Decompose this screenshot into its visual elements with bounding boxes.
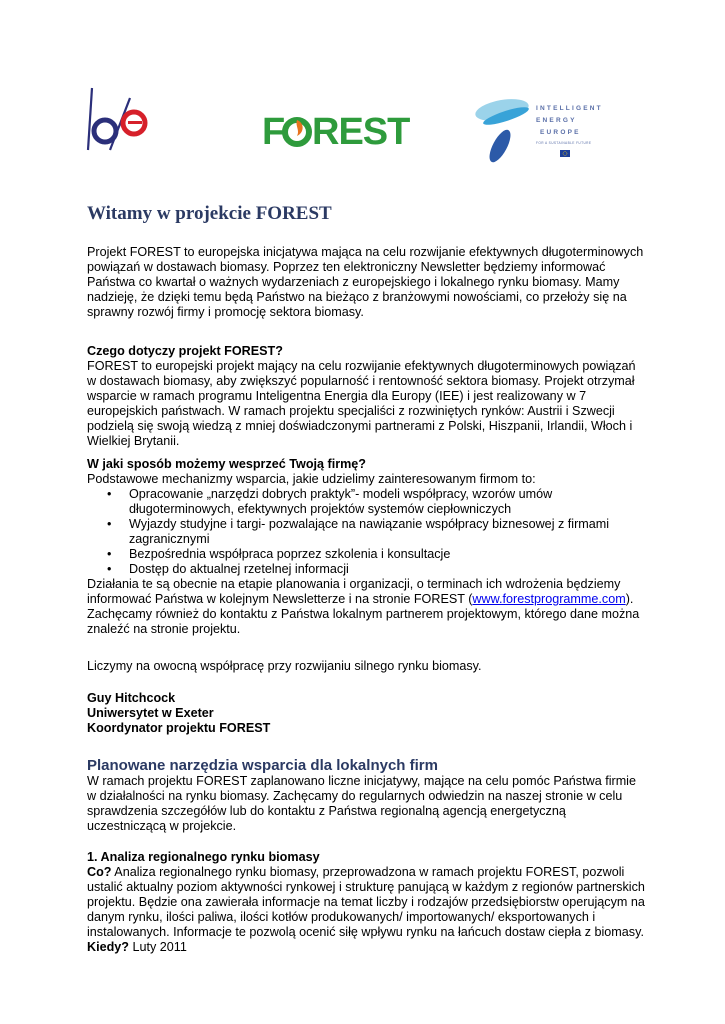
closing-sentence: Liczymy na owocną współpracę przy rozwijaniu silnego rynku biomasy. (87, 659, 482, 673)
subsection1-kiedy (87, 940, 647, 955)
co-label: Co? (87, 865, 112, 879)
co-text: Analiza regionalnego rynku biomasy, przeprowadzona w ramach projektu FOREST, pozwoli ustalić aktualny poziom aktywności rynkowej i strukturę panującą w każdym z regionów partnerskich projektu. Będzie ona zawierała informacje na temat liczby i rodzajów przedsiębiorstw operującym na danym rynku, ilości paliwa, ilości kotłów produkowanych/ importowanych/ eksportowanych i instalowanych. Informacje te pozwolą ocenić siłę wpływu rynku na łańcuch dostaw ciepła z biomasy. (87, 865, 645, 939)
list-item: • Wyjazdy studyjne i targi- pozwalające na nawiązanie współpracy biznesowej z firmami zagranicznymi (87, 517, 647, 547)
section1-heading: Czego dotyczy projekt FOREST? (87, 344, 283, 358)
iee-logo (474, 96, 614, 166)
svg-text:REST: REST (312, 112, 410, 150)
svg-text:F: F (262, 112, 285, 150)
subsection1-co (87, 865, 647, 940)
forest-website-link[interactable]: www.forestprogramme.com (472, 592, 626, 606)
signature-org: Uniwersytet w Exeter (87, 706, 214, 720)
section1-text: FOREST to europejski projekt mający na celu rozwijanie efektywnych długoterminowych powiązań w dostawach biomasy, aby zwiększyć popularność i rentowność sektora biomasy. Projekt otrzymał wsparcie w ramach programu Inteligentna Energia dla Europy (IEE) i jest realizowany w 7 europejskich państwach. W ramach projektu specjaliści z rozwiniętych rynków: Austrii i Szwecji podzielą się swoją wiedzą z mniej doświadczonymi partnerami z Polski, Hiszpanii, Irlandii, Włoch i Wielkiej Brytanii. (87, 359, 636, 448)
support-list (87, 487, 647, 577)
section3-text: W ramach projektu FOREST zaplanowano liczne inicjatywy, mające na celu pomóc Państwa firmie w działalności na rynku biomasy. Zachęcamy do regularnych odwiedzin na naszej stronie w celu sprawdzenia szczegółów lub do kontaktu z Państwa regionalną agencją energetyczną uczestniczącą w projekcie. (87, 774, 636, 833)
newsletter-body (87, 202, 647, 955)
section2-heading: W jaki sposób możemy wesprzeć Twoją firmę? (87, 457, 366, 471)
followup-text-end: ). Zachęcamy również do kontaktu z Państwa lokalnym partnerem projektowym, którego dane można znaleźć na stronie projektu. (87, 592, 640, 636)
forest-logo (262, 112, 414, 150)
list-item: • Opracowanie „narzędzi dobrych praktyk”- modeli współpracy, wzorów umów długoterminowych, efektywnych projektów systemów ciepłowniczych (87, 487, 647, 517)
logo-header (0, 0, 725, 180)
iee-line1: INTELLIGENT (536, 105, 603, 112)
kiedy-text: Luty 2011 (129, 940, 187, 954)
signature-name: Guy Hitchcock (87, 691, 176, 705)
intro-paragraph: Projekt FOREST to europejska inicjatywa mająca na celu rozwijanie efektywnych długoterminowych powiązań w dostawach biomasy. Poprzez ten elektroniczny Newsletter będziemy informować Państwa co kwartał o ważnych wydarzeniach z europejskiego i lokalnego rynku biomasy. Mamy nadzieję, że dzięki temu będą Państwo na bieżąco z branżowymi nowościami, co przełoży się na sprawny rozwój firmy i promocję sektora biomasy. (87, 245, 644, 319)
subsection1-heading: 1. Analiza regionalnego rynku biomasy (87, 850, 320, 864)
section2-lead: Podstawowe mechanizmy wsparcia, jakie udzielimy zainteresowanym firmom to: (87, 472, 536, 486)
signature-role: Koordynator projektu FOREST (87, 721, 271, 735)
followup-text: Działania te są obecnie na etapie planowania i organizacji, o terminach ich wdrożenia będziemy informować Państwa w kolejnym Newsletterze i na stronie FOREST ( (87, 577, 621, 606)
list-item: • Dostęp do aktualnej rzetelnej informacji (87, 562, 647, 577)
bp-logo (86, 86, 156, 152)
iee-line2: ENERGY (536, 117, 577, 124)
iee-tagline: FOR A SUSTAINABLE FUTURE (536, 141, 592, 145)
section3-heading: Planowane narzędzia wsparcia dla lokalnych firm (87, 757, 438, 774)
page-title: Witamy w projekcie FOREST (87, 203, 332, 224)
section2-followup (87, 577, 647, 637)
list-item: • Bezpośrednia współpraca poprzez szkolenia i konsultacje (87, 547, 647, 562)
iee-line3: EUROPE (540, 129, 581, 136)
eu-flag-icon (560, 150, 570, 157)
kiedy-label: Kiedy? (87, 940, 129, 954)
